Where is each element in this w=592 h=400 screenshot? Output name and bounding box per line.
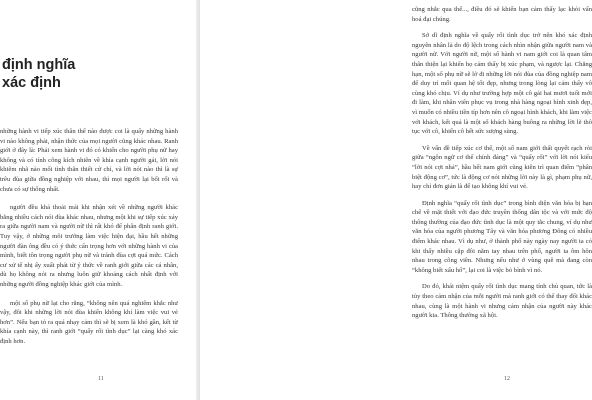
heading-line-1: định nghĩa — [2, 57, 76, 73]
paragraph: những hành vi tiếp xúc thân thể nào được coi là quấy những hành vi nào không phải, nhận thức của mọi người cũng khác nhau. Ranh giới ở đây là: Phải xem hành vi đó có khiến cho người phụ nữ hay không và có tính công kích nhiên về khía cạnh người gái, lời nói khiêm nhã nào mối tình thân thiết cử chỉ, và lời nói nào thì là sự trêu đùa giữa đồng nghiệp với nhau, thì mọi người lại bối rối và chưa có sự thống nhất. — [0, 128, 178, 193]
paragraph: người đều khá thoải mái khi nhận xét về những người khác bằng nhiều cách nói đùa khác nhau, nhưng một khi sự tiếp xúc xảy ra giữa người nam và người nữ thì rất khó để phân định ranh giới. Tuy vậy, ở những môi trường làm việc hiện đại, hầu hết những người đàn ông đều có ý thức cẩn trọng hơn với những hành vi của mình, biết tôn trọng người phụ nữ và tránh đùa cợt quá mức. Cách cư xử tế nhị ấy xuất phát từ ý thức về ranh giới giữa các cá nhân, dù họ không nói ra nhưng luôn giữ khoảng cách nhất định với những người đồng nghiệp khác giới của mình. — [0, 204, 178, 288]
right-body-text — [412, 5, 592, 321]
right-page — [200, 0, 592, 400]
page-number: 12 — [504, 376, 510, 382]
paragraph: một số phụ nữ lại cho rằng, “không nên quá nghiêm khắc như vậy, đôi khi những lời nói đùa khiến không khí làm việc vui vẻ hơn”. Nếu bạn tỏ ra quá nhạy cảm thì sẽ bị xem là khó gần, kết từ khía cạnh này, thì ranh giới “quấy rối tình dục” lại càng khó xác định hơn. — [0, 299, 178, 345]
paragraph: Về vấn đề tiếp xúc cơ thể, một số nam giới thất quyết rạch ròi giữa “ngôn ngữ cơ thể chính đáng” và “quấy rối” với lời nói kiểu “lời nói cợt nhả”, hầu hết nam giới cũng kiên trì quan điểm “phân biệt động cơ”, tức là động cơ nói những lời này là gì, phạm phụ nữ, hay chỉ đơn giản là để tạo không khí vui vẻ. — [412, 144, 592, 191]
paragraph: Định nghĩa “quấy rối tình dục” trong bình diện văn hóa bị hạn chế về mặt thiết với đạo đức truyền thống dân tộc và với mức độ thông thường của đạo đức tình dục là một quy tắc chung, ví dụ như văn hóa của người phương Tây và văn hóa phương Đông có nhiều điểm khác nhau. Vì dụ như, ở thành phố này ngày nay người ta có khi thấy nhiều cặp đôi năm tay nhau trên phố, người ta ôm hôn nhau trong công viên. Nhưng nếu như ở vùng quê mà đang còn “không biết xấu hổ”, lại coi là việc bỏ bình vì nó. — [412, 199, 592, 274]
heading-line-2: xác định — [2, 75, 61, 91]
page-number: 11 — [98, 376, 104, 382]
left-page — [0, 0, 200, 400]
paragraph: cũng nhắc qua thế..., điều đó sẽ khiến bạn cảm thấy lạc khỏi vấn hoá đại chúng. — [412, 6, 592, 23]
left-body-text — [0, 127, 178, 346]
chapter-heading — [2, 56, 75, 92]
paragraph: Do đó, khái niệm quấy rối tình dục mang tính chủ quan, tức là tùy theo cảm nhận của mỗi người mà ranh giới có thể thay đổi khác nhau, cùng là một hành vi nhưng cảm nhận của người này khác người kia. Thông thường xã hội. — [412, 283, 592, 320]
paragraph: Sở dĩ định nghĩa về quấy rối tình dục trở nên khó xác định nguyên nhân là do độ lệch trong cách nhìn nhận giữa người nam và người nữ. Với người nữ, một số hành vi nam giới coi là quan tâm thân thiện lại khiến họ cảm thấy bị xúc phạm, và ngược lại. Chẳng hạn, một số phụ nữ sẽ lờ đi những lời nói đùa của đồng nghiệp nam để duy trì mối quan hệ tốt đẹp, nhưng trong lòng lại cảm thấy vô cùng khó chịu. Ví dụ như trường hợp một cô gái hai mươi tuổi mới đi làm, khi nhân viên phục vụ trong nhà hàng ngoại hình xinh đẹp, vì muốn có nhiều tiền típ hơn nên cô ngoại hình khách, khi làm việc với khách, kết quả là một số khách hàng buông ra những lời lẽ thô tục với cô, khiến cô hết sức sượng sùng. — [412, 32, 592, 136]
